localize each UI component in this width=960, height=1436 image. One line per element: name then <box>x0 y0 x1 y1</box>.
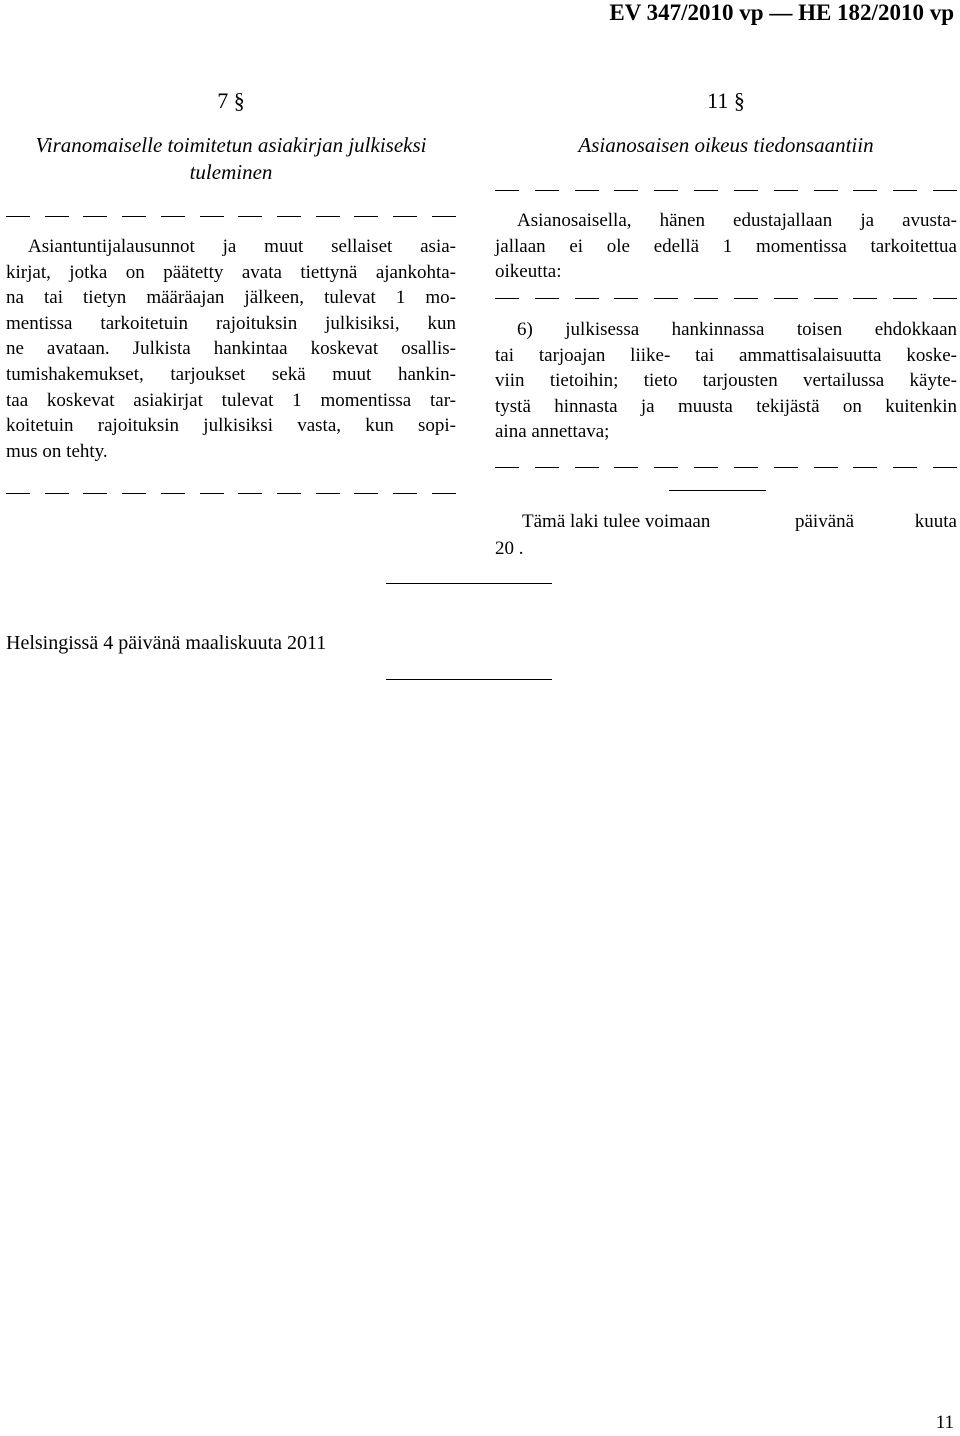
paragraph-line: tystä hinnasta ja muusta tekijästä on kuitenkin <box>495 395 957 417</box>
entry-into-force-month-word: kuuta <box>914 511 957 532</box>
signature-rule <box>386 679 552 680</box>
paragraph-line: 6) julkisessa hankinnassa toisen ehdokkaan <box>517 319 957 340</box>
paragraph-line: oikeutta: <box>495 261 562 283</box>
section-title-11: Asianosaisen oikeus tiedonsaantiin <box>578 133 874 157</box>
section-11-paragraph-1 <box>495 208 957 285</box>
entry-into-force-day-word: päivänä <box>795 511 855 532</box>
paragraph-line: viin tietoihin; tieto tarjousten vertailussa käyte- <box>495 370 957 392</box>
section-number-7: 7 § <box>217 88 245 113</box>
paragraph-line: taa koskevat asiakirjat tulevat 1 momentissa tar- <box>6 389 456 411</box>
section-title-7-line1: Viranomaiselle toimitetun asiakirjan julkiseksi <box>35 133 427 157</box>
paragraph-line: tai tarjoajan liike- tai ammattisalaisuutta koske- <box>495 344 957 366</box>
omission-dashes <box>495 298 957 302</box>
paragraph-line: koitetuin rajoituksin julkisiksi vasta, kun sopi- <box>6 415 456 437</box>
omission-dashes <box>495 190 957 194</box>
entry-into-force-text: Tämä laki tulee voimaan <box>522 511 711 532</box>
signature-place-date: Helsingissä 4 päivänä maaliskuuta 2011 <box>6 632 327 654</box>
paragraph-line: aina annettava; <box>495 421 610 443</box>
omission-dashes <box>6 493 456 497</box>
section-number-11: 11 § <box>707 88 745 113</box>
section-7-paragraph <box>6 234 456 464</box>
paragraph-line: tumishakemukset, tarjoukset sekä muut hankin- <box>6 363 456 385</box>
section-end-rule <box>669 490 766 491</box>
omission-dashes <box>495 467 957 471</box>
page-number: 11 <box>935 1412 954 1433</box>
paragraph-line: mus on tehty. <box>6 440 108 462</box>
paragraph-line: Asiantuntijalausunnot ja muut sellaiset asia- <box>28 236 456 257</box>
paragraph-line: mentissa tarkoitetuin rajoituksin julkisiksi, kun <box>6 312 456 334</box>
paragraph-line: Asianosaisella, hänen edustajallaan ja avusta- <box>517 210 957 231</box>
paragraph-line: jallaan ei ole edellä 1 momentissa tarkoitettua <box>495 235 957 257</box>
paragraph-line: na tai tietyn määräajan jälkeen, tulevat 1 mo- <box>6 287 456 309</box>
law-end-rule <box>386 583 552 584</box>
section-11-paragraph-2 <box>495 317 957 445</box>
paragraph-line: ne avataan. Julkista hankintaa koskevat osallis- <box>6 338 456 360</box>
omission-dashes <box>6 216 456 220</box>
section-title-7-line2: tuleminen <box>189 160 273 184</box>
paragraph-line: kirjat, jotka on päätetty avata tiettynä ajankohta- <box>6 261 456 283</box>
document-reference: EV 347/2010 vp — HE 182/2010 vp <box>609 0 954 25</box>
entry-into-force-line2: 20 . <box>495 538 524 559</box>
